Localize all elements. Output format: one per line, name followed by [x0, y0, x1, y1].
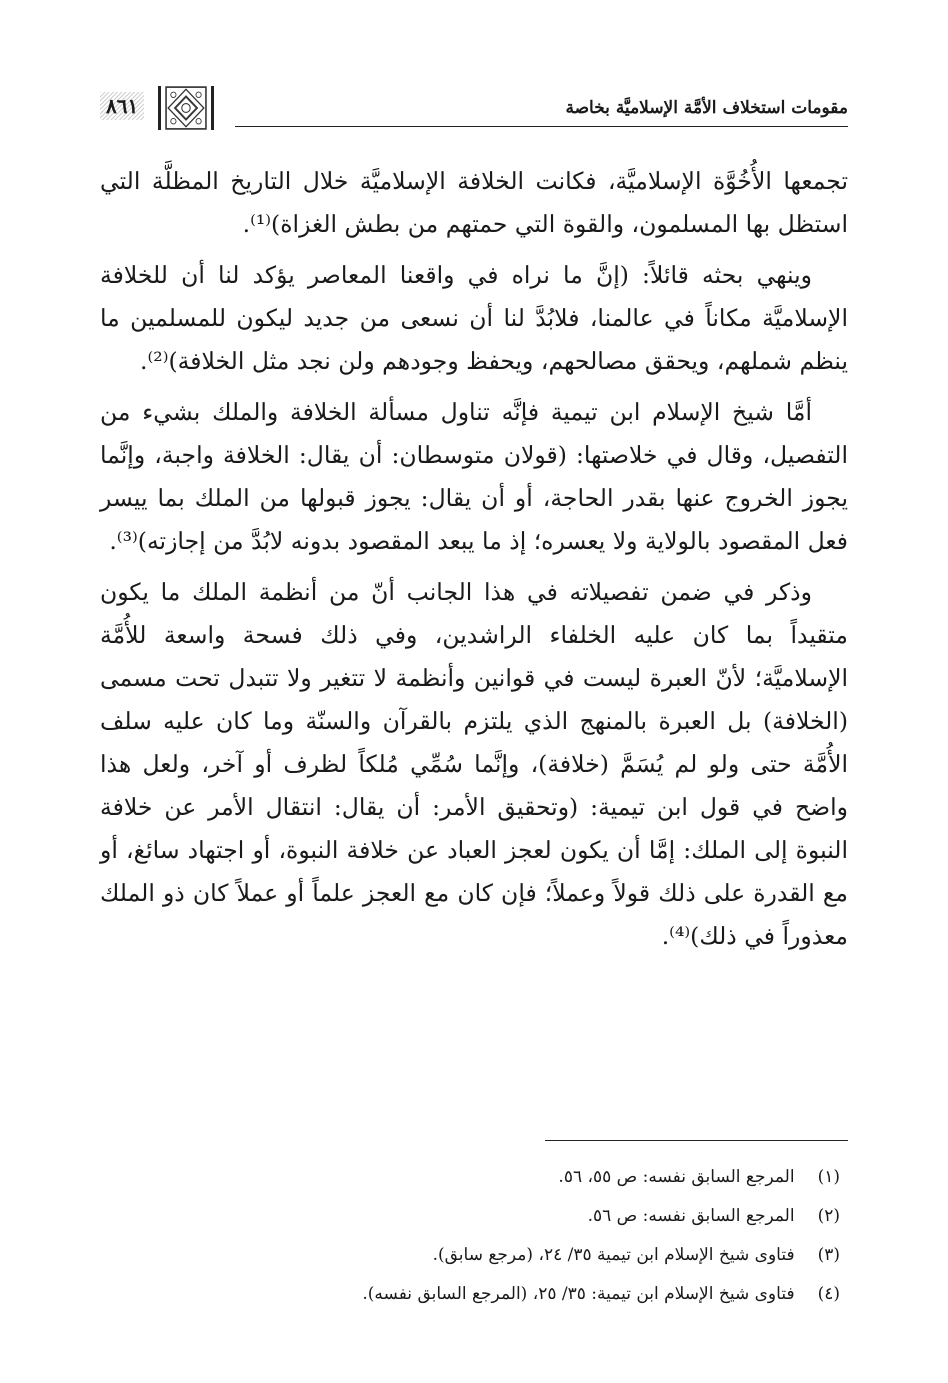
body-text	[100, 160, 848, 966]
footnote-item	[100, 1197, 840, 1236]
paragraph: تجمعها الأُخُوَّة الإسلاميَّة، فكانت الخلافة الإسلاميَّة خلال التاريخ المظلَّة التي استظل بها المسلمون، والقوة التي حمتهم من بطش الغزاة)⁽¹⁾.	[100, 167, 848, 238]
footnote-item	[100, 1236, 840, 1275]
footnote-number: (١)	[817, 1167, 840, 1187]
footnote-text: المرجع السابق نفسه: ص ٥٦.	[587, 1206, 795, 1226]
header-rule	[235, 126, 848, 127]
ornament-icon	[158, 86, 214, 130]
footnotes	[100, 1158, 840, 1314]
footnote-text: فتاوى شيخ الإسلام ابن تيمية ٣٥/ ٢٤، (مرجع سابق).	[432, 1245, 795, 1265]
footnote-number: (٣)	[817, 1245, 840, 1265]
running-title: مقومات استخلاف الأمَّة الإسلاميَّة بخاصة	[565, 98, 848, 118]
paragraph: أمَّا شيخ الإسلام ابن تيمية فإنَّه تناول مسألة الخلافة والملك بشيء من التفصيل، وقال في خلاصتها: (قولان متوسطان: أن يقال: الخلافة واجبة، وإنَّما يجوز الخروج عنها بقدر الحاجة، أو أن يقال: يجوز قبولها من الملك بما ييسر فعل المقصود بالولاية ولا يعسره؛ إذ ما يبعد المقصود بدونه لابُدَّ من إجازته)⁽³⁾.	[100, 398, 848, 555]
footnote-item	[100, 1275, 840, 1314]
paragraph: وينهي بحثه قائلاً: (إنَّ ما نراه في واقعنا المعاصر يؤكد لنا أن للخلافة الإسلاميَّة مكاناً في عالمنا، فلابُدَّ لنا أن نسعى من جديد ليكون للمسلمين ما ينظم شملهم، ويحقق مصالحهم، ويحفظ وجودهم ولن نجد مثل الخلافة)⁽²⁾.	[100, 261, 848, 375]
footnote-text: المرجع السابق نفسه: ص ٥٥، ٥٦.	[558, 1167, 795, 1187]
footnote-number: (٤)	[817, 1284, 840, 1304]
page-number: ٨٦١	[100, 92, 144, 120]
footnote-rule	[545, 1140, 848, 1141]
footnote-text: فتاوى شيخ الإسلام ابن تيمية: ٣٥/ ٢٥، (المرجع السابق نفسه).	[362, 1284, 795, 1304]
page-header	[100, 70, 848, 132]
footnote-number: (٢)	[817, 1206, 840, 1226]
footnote-item	[100, 1158, 840, 1197]
paragraph: وذكر في ضمن تفصيلاته في هذا الجانب أنّ من أنظمة الملك ما يكون متقيداً بما كان عليه الخلفاء الراشدين، وفي ذلك فسحة واسعة للأُمَّة الإسلاميَّة؛ لأنّ العبرة ليست في قوانين وأنظمة لا تتغير ولا تتبدل تحت مسمى (الخلافة) بل العبرة بالمنهج الذي يلتزم بالقرآن والسنّة وما كان عليه سلف الأُمَّة حتى ولو لم يُسَمَّ (خلافة)، وإنَّما سُمِّي مُلكاً لظرف أو آخر، ولعل هذا واضح في قول ابن تيمية: (وتحقيق الأمر: أن يقال: انتقال الأمر عن خلافة النبوة إلى الملك: إمَّا أن يكون لعجز العباد عن خلافة النبوة، أو اجتهاد سائغ، أو مع القدرة على ذلك قولاً وعملاً؛ فإن كان مع العجز علماً أو عملاً كان ذو الملك معذوراً في ذلك)⁽⁴⁾.	[100, 578, 848, 950]
